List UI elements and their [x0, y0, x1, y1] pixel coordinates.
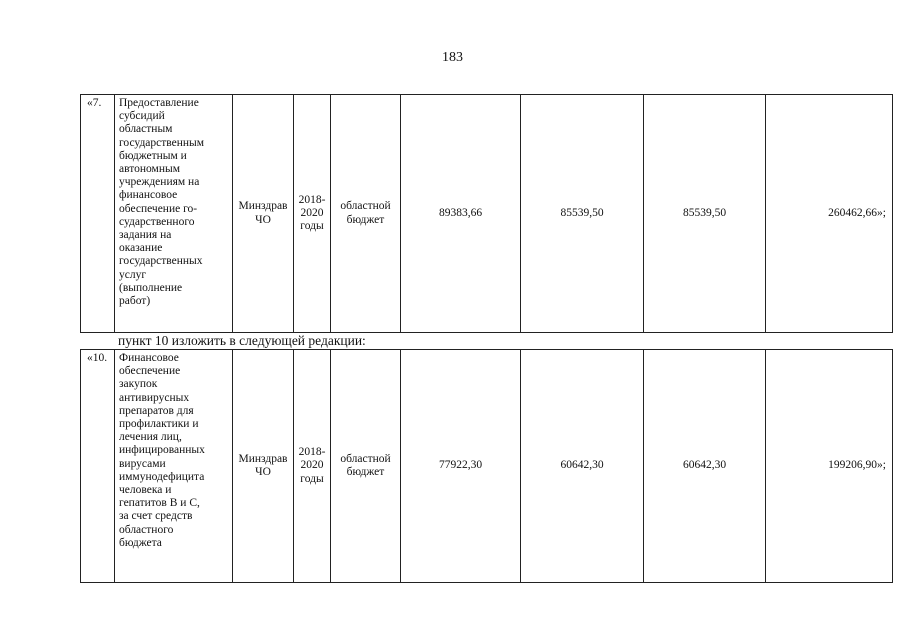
measure-table-item-7 — [80, 94, 893, 333]
item-executor: Минздрав ЧО — [233, 95, 294, 333]
table-row — [81, 350, 893, 583]
item-amount-total: 260462,66»; — [766, 95, 893, 333]
page-number: 183 — [442, 50, 463, 65]
item-period: 2018- 2020 годы — [294, 95, 331, 333]
item-amount-2020: 60642,30 — [644, 350, 766, 583]
item-funding-source: областной бюджет — [331, 95, 401, 333]
item-number: «7. — [81, 95, 115, 333]
item-executor: Минздрав ЧО — [233, 350, 294, 583]
item-amount-2018: 77922,30 — [401, 350, 521, 583]
item-amount-total: 199206,90»; — [766, 350, 893, 583]
item-amount-2020: 85539,50 — [644, 95, 766, 333]
item-number: «10. — [81, 350, 115, 583]
table-row — [81, 95, 893, 333]
amendment-instruction: пункт 10 изложить в следующей редакции: — [118, 333, 366, 348]
item-amount-2019: 60642,30 — [521, 350, 644, 583]
item-funding-source: областной бюджет — [331, 350, 401, 583]
item-amount-2018: 89383,66 — [401, 95, 521, 333]
measure-table-item-10 — [80, 349, 893, 583]
item-amount-2019: 85539,50 — [521, 95, 644, 333]
item-description: Предоставление субсидий областным государственным бюджетным и автономным учреждениям на финансовое обеспечение го- сударственного задания на оказание государственных услуг (выполнение работ) — [115, 95, 233, 333]
item-description: Финансовое обеспечение закупок антивирусных препаратов для профилактики и лечения лиц, инфицированных вирусами иммунодефицита человека и гепатитов В и С, за счет средств областного бюджета — [115, 350, 233, 583]
item-period: 2018- 2020 годы — [294, 350, 331, 583]
